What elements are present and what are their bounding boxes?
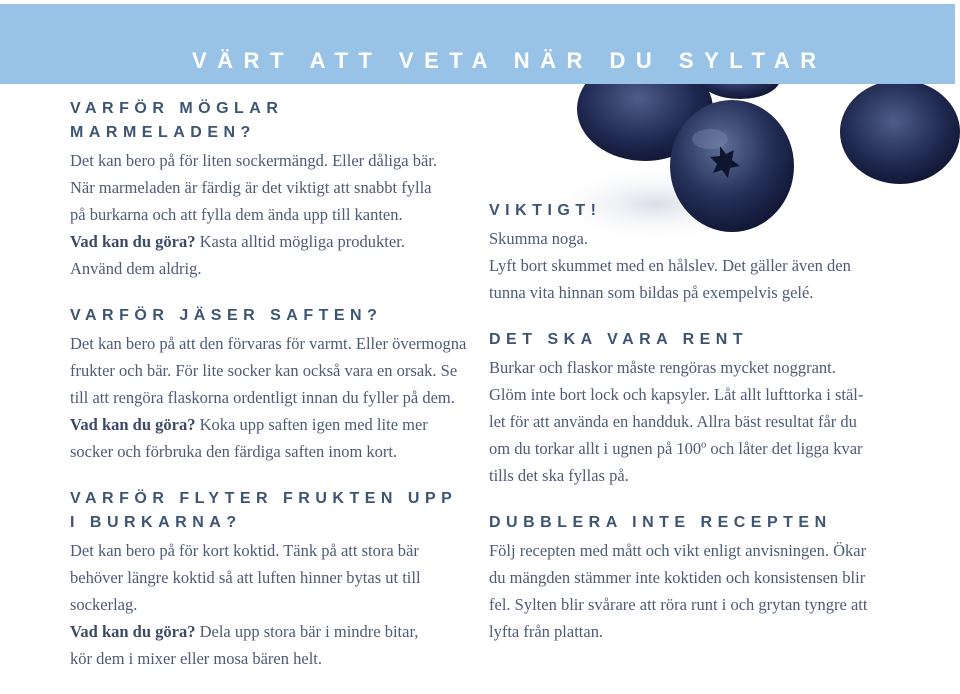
tip-label: Vad kan du göra? [70, 415, 196, 434]
tip-text: kör dem i mixer eller mosa bären helt. [70, 649, 322, 668]
text-line: Burkar och flaskor måste rengöras mycket noggrant. [489, 358, 836, 377]
text-line: Det kan bero på för liten sockermängd. Eller dåliga bär. [70, 151, 437, 170]
section-body [70, 537, 470, 672]
header-band [0, 4, 955, 84]
section-body [489, 225, 909, 306]
text-line: Glöm inte bort lock och kapsyler. Låt allt lufttorka i stäl- [489, 385, 864, 404]
section-heading: VARFÖR JÄSER SAFTEN? [70, 307, 383, 324]
tip-line [70, 228, 470, 255]
left-column [70, 97, 470, 694]
text-line: Skumma noga. [489, 229, 588, 248]
section-heading: VIKTIGT! [489, 202, 602, 219]
text-line: frukter och bär. För lite socker kan också vara en orsak. Se [70, 361, 458, 380]
text-line: Det kan bero på att den förvaras för varmt. Eller övermogna [70, 334, 467, 353]
text-line: tunna vita hinnan som bildas på exempelvis gelé. [489, 283, 814, 302]
section-heading [70, 487, 470, 535]
text-line: let för att använda en handduk. Allra bäst resultat får du [489, 412, 857, 431]
tip-text: Koka upp saften igen med lite mer [195, 415, 428, 434]
text-line: lyfta från plattan. [489, 622, 604, 641]
text-line: fel. Sylten blir svårare att röra runt i och grytan tyngre att [489, 595, 868, 614]
section-body [489, 537, 909, 645]
blueberry-right [840, 84, 960, 184]
text-line: om du torkar allt i ugnen på 100º och låter det ligga kvar [489, 439, 863, 458]
blueberry-top [700, 84, 780, 99]
tip-text: Dela upp stora bär i mindre bitar, [195, 622, 419, 641]
section-heading: VARFÖR MÖGLAR MARMELADEN? [70, 100, 284, 141]
text-line: sockerlag. [70, 595, 138, 614]
section-body [70, 147, 470, 282]
tip-line [70, 411, 470, 438]
text-line: Det kan bero på för kort koktid. Tänk på att stora bär [70, 541, 419, 560]
tip-text: Använd dem aldrig. [70, 259, 202, 278]
section-clean [489, 328, 909, 489]
text-line: Följ recepten med mått och vikt enligt anvisningen. Ökar [489, 541, 867, 560]
text-line: tills det ska fyllas på. [489, 466, 629, 485]
tip-label: Vad kan du göra? [70, 232, 196, 251]
heading-line: I BURKARNA? [70, 514, 242, 531]
section-float [70, 487, 470, 672]
section-heading: DET SKA VARA RENT [489, 331, 749, 348]
section-no-double [489, 511, 909, 645]
section-body [70, 330, 470, 465]
text-line: på burkarna och att fylla dem ända upp till kanten. [70, 205, 403, 224]
tip-line [70, 618, 470, 645]
tip-text: socker och förbruka den färdiga saften inom kort. [70, 442, 398, 461]
section-ferment [70, 304, 470, 465]
page-title: VÄRT ATT VETA NÄR DU SYLTAR [192, 48, 827, 73]
text-line: behöver längre koktid så att luften hinner bytas ut till [70, 568, 421, 587]
text-line: När marmeladen är färdig är det viktigt att snabbt fylla [70, 178, 432, 197]
section-body [489, 354, 909, 489]
tip-text: Kasta alltid mögliga produkter. [195, 232, 405, 251]
section-mould [70, 97, 470, 282]
text-line: Lyft bort skummet med en hålslev. Det gäller även den [489, 256, 851, 275]
section-heading: DUBBLERA INTE RECEPTEN [489, 514, 832, 531]
section-important [489, 199, 909, 306]
heading-line: VARFÖR FLYTER FRUKTEN UPP [70, 490, 458, 507]
text-line: till att rengöra flaskorna ordentligt innan du fyller på dem. [70, 388, 455, 407]
text-line: du mängden stämmer inte koktiden och konsistensen blir [489, 568, 866, 587]
tip-label: Vad kan du göra? [70, 622, 196, 641]
right-column [489, 199, 909, 667]
